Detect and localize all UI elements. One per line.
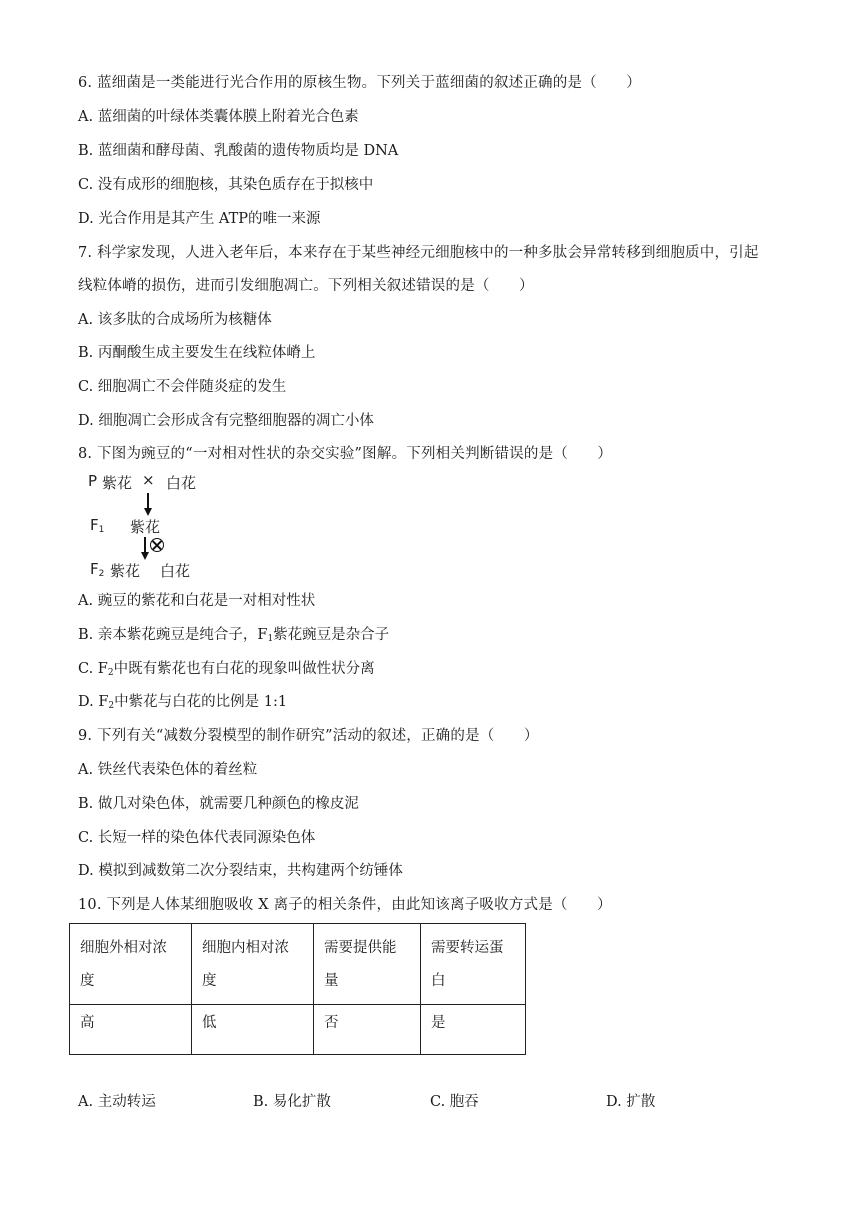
q8-option-c[interactable]: C. $F_2$中既有紫花也有白花的现象叫做性状分离 xyxy=(78,661,375,678)
arrowhead-icon xyxy=(144,508,152,516)
header-outside-concentration: 细胞外相对浓 度 xyxy=(70,924,192,1005)
q6-option-c[interactable]: C. 没有成形的细胞核，其染色质存在于拟核中 xyxy=(78,177,374,193)
q8-option-d[interactable]: D. $F_2$中紫花与白花的比例是 1:1 xyxy=(78,694,288,711)
q9-stem: 9. 下列有关“减数分裂模型的制作研究”活动的叙述，正确的是（ ） xyxy=(78,728,539,744)
cell-energy-value: 否 xyxy=(314,1005,421,1055)
q7-option-a[interactable]: A. 该多肽的合成场所为核糖体 xyxy=(78,312,272,328)
q7-option-b[interactable]: B. 丙酮酸生成主要发生在线粒体嵴上 xyxy=(78,345,316,361)
ion-condition-table xyxy=(69,923,526,1055)
f1-generation-label: $F_1$ xyxy=(90,516,105,535)
f2-generation-label: $F_2$ xyxy=(90,560,105,579)
cell-outside-value: 高 xyxy=(70,1005,192,1055)
q6-option-a[interactable]: A. 蓝细菌的叶绿体类囊体膜上附着光合色素 xyxy=(78,109,359,125)
q6-option-b[interactable]: B. 蓝细菌和酵母菌、乳酸菌的遗传物质均是 DNA xyxy=(78,143,399,159)
q10-option-c[interactable]: C. 胞吞 xyxy=(430,1094,479,1110)
q7-stem-line2: 线粒体嵴的损伤，进而引发细胞凋亡。下列相关叙述错误的是（ ） xyxy=(78,278,534,294)
q10-option-d[interactable]: D. 扩散 xyxy=(606,1094,656,1110)
q7-option-c[interactable]: C. 细胞凋亡不会伴随炎症的发生 xyxy=(78,379,287,395)
q8-stem: 8. 下图为豌豆的“一对相对性状的杂交实验”图解。下列相关判断错误的是（ ） xyxy=(78,446,613,462)
f2-white-flower: 白花 xyxy=(160,562,191,580)
q9-option-a[interactable]: A. 铁丝代表染色体的着丝粒 xyxy=(78,762,258,778)
q9-option-b[interactable]: B. 做几对染色体，就需要几种颜色的橡皮泥 xyxy=(78,796,359,812)
cell-inside-value: 低 xyxy=(192,1005,314,1055)
arrowhead-icon xyxy=(141,552,149,560)
p-generation-label: P xyxy=(88,472,98,490)
cell-protein-value: 是 xyxy=(421,1005,526,1055)
header-energy-required: 需要提供能 量 xyxy=(314,924,421,1005)
q8-option-a[interactable]: A. 豌豆的紫花和白花是一对相对性状 xyxy=(78,593,316,609)
header-inside-concentration: 细胞内相对浓 度 xyxy=(192,924,314,1005)
q9-option-c[interactable]: C. 长短一样的染色体代表同源染色体 xyxy=(78,830,316,846)
q10-stem: 10. 下列是人体某细胞吸收 X 离子的相关条件，由此知该离子吸收方式是（ ） xyxy=(78,897,612,913)
q7-stem-line1: 7. 科学家发现，人进入老年后，本来存在于某些神经元细胞核中的一种多肽会异常转移到细胞质中，引起 xyxy=(78,245,759,261)
q9-option-d[interactable]: D. 模拟到减数第二次分裂结束，共构建两个纺锤体 xyxy=(78,863,403,879)
q7-option-d[interactable]: D. 细胞凋亡会形成含有完整细胞器的凋亡小体 xyxy=(78,413,374,429)
q8-option-b[interactable]: B. 亲本紫花豌豆是纯合子，$F_1$紫花豌豆是杂合子 xyxy=(78,627,390,644)
q6-stem: 6. 蓝细菌是一类能进行光合作用的原核生物。下列关于蓝细菌的叙述正确的是（ ） xyxy=(78,75,641,91)
q10-option-b[interactable]: B. 易化扩散 xyxy=(253,1094,331,1110)
arrow-f1-to-f2 xyxy=(144,537,146,553)
cross-symbol: × xyxy=(142,471,155,489)
table-header-row xyxy=(70,924,526,1005)
p-purple-flower: 紫花 xyxy=(102,474,133,492)
table-row xyxy=(70,1005,526,1055)
f1-purple-flower: 紫花 xyxy=(130,518,161,536)
q10-option-a[interactable]: A. 主动转运 xyxy=(78,1094,156,1110)
arrow-p-to-f1 xyxy=(147,493,149,509)
self-cross-icon xyxy=(150,538,164,552)
p-white-flower: 白花 xyxy=(166,474,197,492)
f2-purple-flower: 紫花 xyxy=(110,562,141,580)
q6-option-d[interactable]: D. 光合作用是其产生 ATP的唯一来源 xyxy=(78,211,321,227)
cross-diagram xyxy=(86,470,216,582)
header-transport-protein: 需要转运蛋 白 xyxy=(421,924,526,1005)
